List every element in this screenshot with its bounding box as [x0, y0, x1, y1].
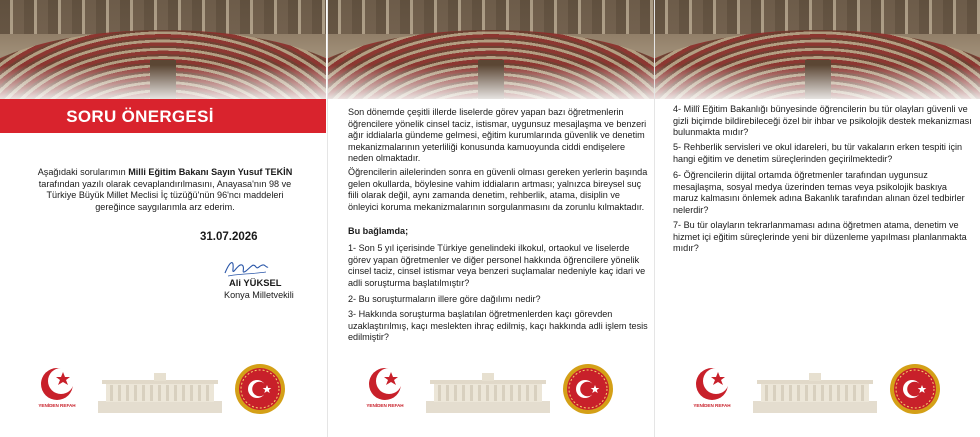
question-4: 4- Millî Eğitim Bakanlığı bünyesinde öğrencilerin bu tür olayları güvenli ve gizli biçimde bildirebileceği özel bir ihbar ve psikolojik destek mekanizması bulunmakta mıdır? — [673, 104, 972, 138]
document-page-2 — [327, 0, 654, 437]
parliament-building-icon — [753, 371, 877, 413]
tbmm-emblem-icon — [234, 363, 286, 415]
signer-name: Ali YÜKSEL — [229, 277, 282, 288]
intro-prefix: Aşağıdaki sorularımın — [37, 167, 129, 177]
parliament-building-icon — [426, 371, 550, 413]
question-3: 3- Hakkında soruşturma başlatılan öğretmenlerden kaçı görevden uzaklaştırılmış, kaçı meslekten ihraç edilmiş, kaçı hakkında adli işlem tesis edilmiştir? — [348, 309, 648, 343]
question-6: 6- Öğrencilerin dijital ortamda öğretmenler tarafından uygunsuz mesajlaşma, sosyal medya üzerinden temas veya psikolojik baskıya maruz kalmasını önlemek adına Bakanlık tarafından alınan özel tedbirler nelerdir? — [673, 170, 965, 215]
yeniden-refah-logo-icon — [362, 366, 408, 402]
question-7: 7- Bu tür olayların tekrarlanmaması adına öğretmen atama, denetim ve hizmet içi eğitim süreçlerinde yeni bir düzenleme yapılması planlanmakta mıdır? — [673, 220, 967, 254]
body-paragraph-1: Son dönemde çeşitli illerde liselerde görev yapan bazı öğretmenlerin öğrencilere yönelik cinsel taciz, istismar, uygunsuz mesajlaşma ve benzeri ağır iddialarla gündeme gelmesi, eğitim kurumlarında güvenlik ve denetim mekanizmalarının yeterliliği konusunda kamuoyunda ciddi endişelere neden olmaktadır. — [348, 107, 647, 164]
page-footer — [328, 366, 654, 426]
questions-heading: Bu bağlamda; — [348, 226, 409, 236]
party-logo-text: YENİDEN REFAH — [693, 403, 731, 408]
signer-role: Konya Milletvekili — [224, 290, 294, 300]
parliament-hall-photo — [655, 0, 980, 99]
yeniden-refah-logo-icon — [689, 366, 735, 402]
page-footer — [0, 366, 326, 426]
question-1: 1- Son 5 yıl içerisinde Türkiye genelindeki ilkokul, ortaokul ve liselerde görev yapan öğretmenler ve diğer personel hakkında öğrencilere yönelik cinsel taciz, cinsel istismar veya benzeri suçlamalar nedeniyle kaç idari ve adli soruşturma başlatılmıştır? — [348, 243, 646, 288]
intro-paragraph — [34, 167, 296, 213]
document-page-3 — [654, 0, 980, 437]
parliament-hall-photo — [328, 0, 654, 99]
intro-minister: Milli Eğitim Bakanı Sayın Yusuf TEKİN — [128, 167, 293, 177]
page-title: SORU ÖNERGESİ — [66, 107, 214, 126]
question-5: 5- Rehberlik servisleri ve okul idareleri, bu tür vakaların erken tespiti için hangi eğitim ve denetim süreçlerinden geçirilmektedir? — [673, 142, 963, 164]
body-paragraph-2: Öğrencilerin ailelerinden sonra en güvenli olması gereken yerlerin başında gelen okullarda, böylesine vahim iddiaların artması; yalnızca bireysel suç fiili olarak değil, aynı zamanda denetim, rehberlik, atama, disiplin ve önleyici koruma mekanizmalarının sorgulanmasını da zorunlu kılmaktadır. — [348, 167, 648, 212]
yeniden-refah-logo-icon — [34, 366, 80, 402]
party-logo-text: YENİDEN REFAH — [38, 403, 76, 408]
party-logo-text: YENİDEN REFAH — [366, 403, 404, 408]
tbmm-emblem-icon — [889, 363, 941, 415]
document-page-1 — [0, 0, 326, 437]
intro-suffix: tarafından yazılı olarak cevaplandırılmasını, Anayasa'nın 98 ve Türkiye Büyük Millet Meclisi İç tüzüğü'nün 96'ncı maddeleri gereğince saygılarımla arz ederim. — [38, 178, 292, 212]
parliament-hall-photo — [0, 0, 326, 99]
page-footer — [655, 366, 980, 426]
question-2: 2- Bu soruşturmaların illere göre dağılımı nedir? — [348, 294, 541, 304]
tbmm-emblem-icon — [562, 363, 614, 415]
submission-date: 31.07.2026 — [200, 231, 258, 243]
parliament-building-icon — [98, 371, 222, 413]
